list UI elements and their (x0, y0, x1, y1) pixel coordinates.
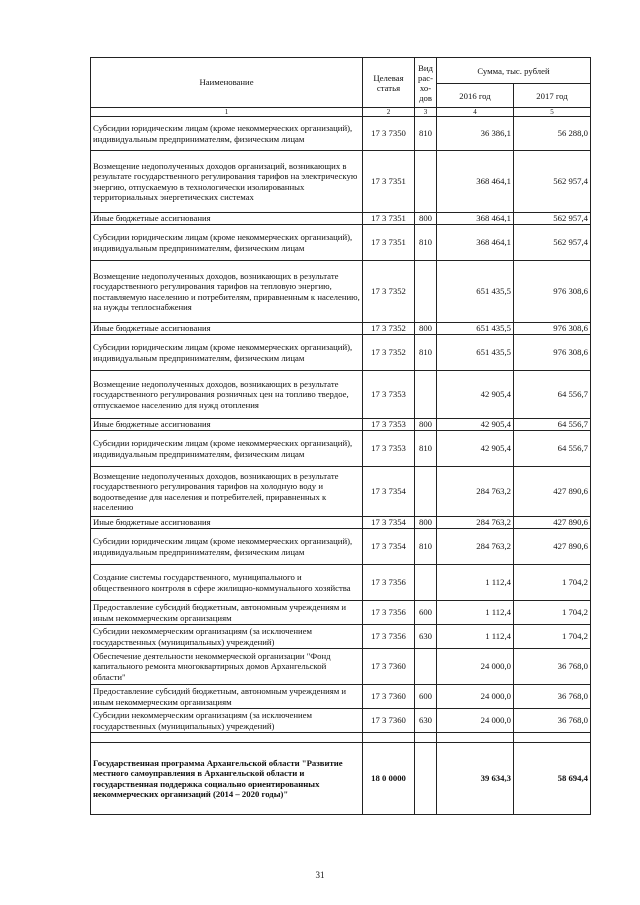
row-name: Предоставление субсидий бюджетным, автономным учреждениям и иным некоммерческим организациям (91, 685, 363, 709)
table-row (91, 371, 591, 419)
row-amount-2017: 36 768,0 (514, 649, 591, 685)
header-code: Целевая статья (363, 58, 415, 108)
row-amount-2017: 427 890,6 (514, 517, 591, 529)
row-amount-2016: 284 763,2 (437, 467, 514, 517)
row-amount-2016: 368 464,1 (437, 213, 514, 225)
row-code: 17 3 7356 (363, 625, 415, 649)
row-code: 17 3 7353 (363, 371, 415, 419)
row-name: Субсидии некоммерческим организациям (за исключением государственных (муниципальных) учреждений) (91, 709, 363, 733)
row-amount-2017: 976 308,6 (514, 261, 591, 323)
row-amount-2017: 64 556,7 (514, 419, 591, 431)
row-kind: 800 (415, 419, 437, 431)
table-row (91, 467, 591, 517)
row-amount-2016: 36 386,1 (437, 117, 514, 151)
row-name: Субсидии юридическим лицам (кроме некоммерческих организаций), индивидуальным предпринимателям, физическим лицам (91, 335, 363, 371)
column-numbers-row (91, 108, 591, 117)
row-amount-2016: 651 435,5 (437, 261, 514, 323)
table-row (91, 649, 591, 685)
row-code: 17 3 7360 (363, 709, 415, 733)
program-kind (415, 743, 437, 815)
table-row (91, 261, 591, 323)
row-name: Возмещение недополученных доходов, возникающих в результате государственного регулирования тарифов на тепловую энергию, поставляемую населению и потребителям, приравненным к населению, на нужды теплоснабжения (91, 261, 363, 323)
row-kind: 800 (415, 213, 437, 225)
row-kind: 630 (415, 709, 437, 733)
row-amount-2017: 427 890,6 (514, 467, 591, 517)
row-code: 17 3 7351 (363, 213, 415, 225)
row-code: 17 3 7360 (363, 649, 415, 685)
header-year-2016: 2016 год (437, 84, 514, 108)
row-kind: 810 (415, 529, 437, 565)
header-kind: Вид рас-хо-дов (415, 58, 437, 108)
row-code: 17 3 7352 (363, 323, 415, 335)
row-code: 17 3 7353 (363, 419, 415, 431)
column-number: 1 (91, 108, 363, 117)
table-row (91, 225, 591, 261)
row-kind: 800 (415, 517, 437, 529)
row-name: Обеспечение деятельности некоммерческой организации "Фонд капитального ремонта многоквартирных домов Архангельской области" (91, 649, 363, 685)
row-name: Возмещение недополученных доходов, возникающих в результате государственного регулирования розничных цен на топливо твердое, отпускаемое населению для нужд отопления (91, 371, 363, 419)
row-amount-2016: 24 000,0 (437, 685, 514, 709)
row-name: Создание системы государственного, муниципального и общественного контроля в сфере жилищно-коммунального хозяйства (91, 565, 363, 601)
row-code: 17 3 7354 (363, 529, 415, 565)
row-kind (415, 565, 437, 601)
row-amount-2016: 368 464,1 (437, 151, 514, 213)
header-sum: Сумма, тыс. рублей (437, 58, 591, 84)
header-name: Наименование (91, 58, 363, 108)
row-kind: 810 (415, 225, 437, 261)
row-name: Предоставление субсидий бюджетным, автономным учреждениям и иным некоммерческим организациям (91, 601, 363, 625)
row-amount-2017: 1 704,2 (514, 601, 591, 625)
program-row (91, 743, 591, 815)
table-row (91, 709, 591, 733)
row-kind: 800 (415, 323, 437, 335)
row-name: Субсидии юридическим лицам (кроме некоммерческих организаций), индивидуальным предпринимателям, физическим лицам (91, 431, 363, 467)
table-row (91, 685, 591, 709)
program-name: Государственная программа Архангельской области "Развитие местного самоуправления в Архангельской области и государственная поддержка социально ориентированных некоммерческих организаций (2014 – 2020 годы)" (91, 743, 363, 815)
row-amount-2017: 562 957,4 (514, 151, 591, 213)
program-code: 18 0 0000 (363, 743, 415, 815)
row-amount-2017: 976 308,6 (514, 335, 591, 371)
row-kind: 600 (415, 601, 437, 625)
row-name: Субсидии юридическим лицам (кроме некоммерческих организаций), индивидуальным предпринимателям, физическим лицам (91, 117, 363, 151)
column-number: 4 (437, 108, 514, 117)
row-amount-2016: 651 435,5 (437, 323, 514, 335)
row-name: Иные бюджетные ассигнования (91, 213, 363, 225)
program-amount-2017: 58 694,4 (514, 743, 591, 815)
row-amount-2017: 427 890,6 (514, 529, 591, 565)
row-name: Субсидии некоммерческим организациям (за исключением государственных (муниципальных) учреждений) (91, 625, 363, 649)
row-amount-2016: 42 905,4 (437, 431, 514, 467)
row-code: 17 3 7356 (363, 601, 415, 625)
row-amount-2016: 651 435,5 (437, 335, 514, 371)
row-amount-2017: 64 556,7 (514, 431, 591, 467)
table-row (91, 151, 591, 213)
row-amount-2016: 284 763,2 (437, 517, 514, 529)
row-name: Иные бюджетные ассигнования (91, 323, 363, 335)
row-code: 17 3 7351 (363, 225, 415, 261)
row-amount-2016: 1 112,4 (437, 625, 514, 649)
row-amount-2017: 56 288,0 (514, 117, 591, 151)
table-row (91, 431, 591, 467)
row-kind: 600 (415, 685, 437, 709)
row-amount-2017: 1 704,2 (514, 565, 591, 601)
table-row (91, 323, 591, 335)
row-kind: 810 (415, 335, 437, 371)
row-kind (415, 649, 437, 685)
row-amount-2016: 42 905,4 (437, 371, 514, 419)
row-name: Возмещение недополученных доходов, возникающих в результате государственного регулирования тарифов на холодную воду и водоотведение для населения и потребителей, приравненных к населению (91, 467, 363, 517)
column-number: 2 (363, 108, 415, 117)
row-code: 17 3 7356 (363, 565, 415, 601)
row-name: Иные бюджетные ассигнования (91, 517, 363, 529)
row-amount-2017: 64 556,7 (514, 371, 591, 419)
row-amount-2016: 368 464,1 (437, 225, 514, 261)
row-kind: 630 (415, 625, 437, 649)
row-code: 17 3 7354 (363, 467, 415, 517)
row-code: 17 3 7351 (363, 151, 415, 213)
row-amount-2017: 36 768,0 (514, 709, 591, 733)
row-code: 17 3 7353 (363, 431, 415, 467)
table-row (91, 601, 591, 625)
row-amount-2017: 1 704,2 (514, 625, 591, 649)
table-row (91, 117, 591, 151)
budget-document (90, 57, 590, 815)
table-row (91, 529, 591, 565)
table-row (91, 625, 591, 649)
table-row (91, 517, 591, 529)
header-year-2017: 2017 год (514, 84, 591, 108)
row-name: Субсидии юридическим лицам (кроме некоммерческих организаций), индивидуальным предпринимателям, физическим лицам (91, 225, 363, 261)
table-row (91, 565, 591, 601)
row-name: Иные бюджетные ассигнования (91, 419, 363, 431)
table-body (91, 117, 591, 733)
column-number: 3 (415, 108, 437, 117)
row-amount-2017: 976 308,6 (514, 323, 591, 335)
row-amount-2016: 42 905,4 (437, 419, 514, 431)
row-kind (415, 467, 437, 517)
row-code: 17 3 7352 (363, 261, 415, 323)
row-amount-2016: 284 763,2 (437, 529, 514, 565)
program-amount-2016: 39 634,3 (437, 743, 514, 815)
row-amount-2016: 24 000,0 (437, 709, 514, 733)
row-kind: 810 (415, 117, 437, 151)
row-kind: 810 (415, 431, 437, 467)
row-code: 17 3 7350 (363, 117, 415, 151)
table-row (91, 419, 591, 431)
row-amount-2017: 562 957,4 (514, 225, 591, 261)
row-amount-2017: 36 768,0 (514, 685, 591, 709)
row-amount-2016: 1 112,4 (437, 601, 514, 625)
table-row (91, 335, 591, 371)
column-number: 5 (514, 108, 591, 117)
row-amount-2017: 562 957,4 (514, 213, 591, 225)
row-code: 17 3 7354 (363, 517, 415, 529)
table-row (91, 213, 591, 225)
row-kind (415, 261, 437, 323)
row-amount-2016: 1 112,4 (437, 565, 514, 601)
page-number: 31 (315, 870, 325, 880)
spacer-row (91, 733, 591, 743)
row-amount-2016: 24 000,0 (437, 649, 514, 685)
row-kind (415, 371, 437, 419)
row-kind (415, 151, 437, 213)
row-name: Возмещение недополученных доходов организаций, возникающих в результате государственного регулирования тарифов на электрическую энергию, отпускаемую в технологически изолированных территориальных энергетических системах (91, 151, 363, 213)
row-code: 17 3 7360 (363, 685, 415, 709)
budget-table (90, 57, 591, 815)
row-code: 17 3 7352 (363, 335, 415, 371)
row-name: Субсидии юридическим лицам (кроме некоммерческих организаций), индивидуальным предпринимателям, физическим лицам (91, 529, 363, 565)
